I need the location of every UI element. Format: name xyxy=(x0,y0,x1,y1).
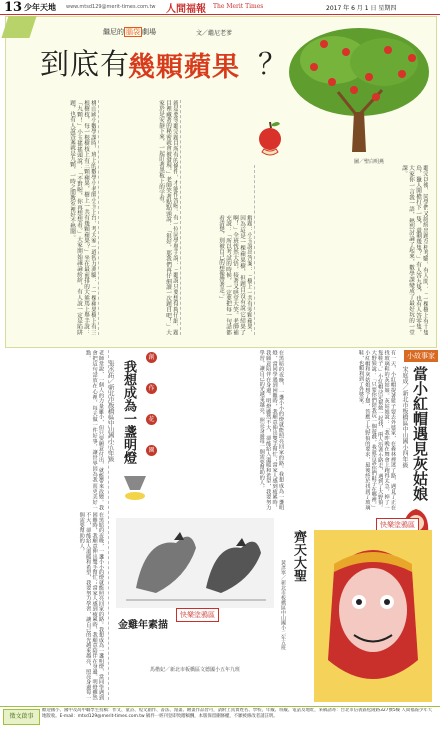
art2-author: 黃彥寧／新北市板橋區中山國小二年五班 xyxy=(280,560,286,650)
feature-title-highlight: 幾顆蘋果 xyxy=(128,52,240,83)
feature-kicker xyxy=(103,27,156,37)
creative-garden-label xyxy=(146,352,157,367)
newspaper-logo: 人間福報 xyxy=(166,4,206,15)
story2-author: 張丞佑／新北市板橋區中山國小五年級 xyxy=(107,360,114,462)
feature-title-part1: 到底有 xyxy=(40,47,131,81)
kicker-tag: 腦袋 xyxy=(126,28,140,36)
apple-tree-illustration xyxy=(284,22,432,162)
column-divider xyxy=(108,350,109,700)
feature-column-3: 解題：小玉說出答案：「樹上一共有零顆蘋果，因為這是一棵蘋果樹，但題目沒有說它結果了啊！」全班恍然大悟，接著又哄堂大笑。老師補充說：「所以考試的時候，一定要把每一句話都看清楚，別被自己的想像帶著走。」 xyxy=(218,215,252,335)
art1-author: 馬楷妃／新北市板橋區文德國小五年九班 xyxy=(150,667,241,673)
story2-body-left: 老師常說，一個人的力量雖小，但只要願意付出，就能帶來改變。我會把這句話放在心裡，每天做一件好事，讓世界因為我而更美好一點。 xyxy=(85,350,104,510)
newspaper-logo-en: The Merit Times xyxy=(213,3,264,10)
art1-label: 快樂塗鴉區 xyxy=(176,608,219,622)
story-tag: 小故事家 xyxy=(404,350,438,362)
feature-column-2: 就是要等聽完題目所有的條件，才能作答喔。有一位同學舉手說：「聽說只要想得夠仔細，題目裡藏著的秘密就會被發現。」老師笑著點點頭說：「很好，那我們再仔細讀一次題目吧！」大家於是安靜下來，一起盯著黑板上的字看。 xyxy=(158,100,178,335)
footer-text: 歡迎國小、國中及高中職學生投稿：作文、童詩、短文創作、書法、漫畫、繪畫作品皆可，請附上真實姓名、學校、年級、班級、電話及地址，來稿請寄：台北市信義區松隆路327號5樓 人間福報少年天地版收。E-mail：mtsd129@merit-times.com.tw 稿件一經刊登即致贈稿酬，本版保留刪修權，不願被修改者請註明。 xyxy=(42,708,433,719)
section-title: 少年天地 xyxy=(24,3,56,12)
label-char-4: 園 xyxy=(146,445,157,456)
issue-date: 2017 年 6 月 1 日 星期四 xyxy=(326,5,397,12)
illustration-caption: 圖／聖白明燕 xyxy=(354,159,385,165)
footer-logo: 徵文啟事 xyxy=(3,709,40,725)
story2-title: 我想成為一盞明燈 xyxy=(121,360,136,464)
page-number: 13 xyxy=(4,0,23,15)
story2-body-right: 在黑暗的夜晚，一盞小小的燈就能照亮回家的路。我想成為一盞明燈，當同學遇到困難時，我願意伸出雙手幫忙；當家人感到疲累時，我願意陪伴在身邊。明燈雖然不大，卻能給人溫暖和希望，我要努力學習，讓自己的光越來越亮，照亮身邊每一個需要幫助的人。 xyxy=(258,350,284,510)
monkey-king-drawing xyxy=(314,530,432,702)
label-char-1: 創 xyxy=(146,352,157,363)
feature-title-part3: ？ xyxy=(258,47,288,81)
label-char-3: 花 xyxy=(146,414,157,425)
art2-title: 齊天大聖 xyxy=(291,530,306,582)
section-site: www.mtsd129@merit-times.com.tw xyxy=(66,4,156,10)
story2-body-continued: 在黑暗的夜晚，一盞小小的燈就能照亮回家的路。我想成為一盞明燈，當同學遇到困難時，我願意伸出雙手幫忙；當家人感到疲累時，我願意陪伴在身邊。明燈雖然不大，卻能給人溫暖和希望，我要努力學習，讓自己的光越來越亮，照亮身邊每一個需要幫助的人。 xyxy=(78,512,104,700)
kicker-suffix: 劇場 xyxy=(142,28,156,36)
label-char-2: 作 xyxy=(146,383,157,394)
apple-illustration xyxy=(256,118,284,158)
column-divider xyxy=(98,100,99,335)
feature-column-4: 聽完以後，同學們又紛紛出題互相考驗，有人問：「一棵樹上有十隻鳥，獵人開槍打下一隻，還剩幾隻？」有人答九隻，也有人答零隻，大家你一言我一語，熱烈討論了起來，數學課變成了最好玩的一堂課。 xyxy=(401,165,428,335)
story1-title: 當小紅帽遇見灰姑娘 xyxy=(411,366,429,501)
lamp-illustration xyxy=(118,472,152,502)
column-divider xyxy=(180,100,181,335)
story1-body: 有一天，小紅帽提著籃子要去外婆家，在森林裡迷了路，遇見了正在找玻璃鞋的灰姑娘。灰姑娘說：「我昨晚在舞會上跑得太急，掉了一隻鞋子。」小紅帽決定幫她一起找，兩人沿著小路走，遇到了大野狼。大野狼說：「只要你們陪我玩一個遊戲，我就告訴你們鞋子在哪裡。」小紅帽和灰姑娘想了想，答應了大野狼的要求，最後終於找到了玻璃鞋，也順利到了外婆家。 xyxy=(357,350,396,510)
art2-label: 快樂塗鴉區 xyxy=(376,518,419,532)
rooster-sketch xyxy=(116,518,274,608)
story1-author: 宋庭成／新北市板橋區中山國小四年級 xyxy=(401,366,408,468)
art1-title: 金雞年素描 xyxy=(118,620,168,631)
kicker-prefix: 繼尼的 xyxy=(103,28,124,36)
feature-byline: 文／繼尼老爹 xyxy=(196,30,233,37)
feature-column-1: 桃山國小數學課時，班上的數學小老師小玉上台，考大家一道智力測驗：「一棵蘋果樹上有三根樹枝，每一根樹枝上有三顆蘋果，樹上一共有幾顆蘋果？」坐在最前排的大熊馬上舉手說：「九顆！」小玉搖搖頭說：「不對喔，你再想想看。」大家開始議論紛紛，有人說一定是陷阱題，也有人說答案就是九顆，一時之間教室裡好不熱鬧。 xyxy=(69,100,96,335)
column-divider xyxy=(254,165,255,335)
